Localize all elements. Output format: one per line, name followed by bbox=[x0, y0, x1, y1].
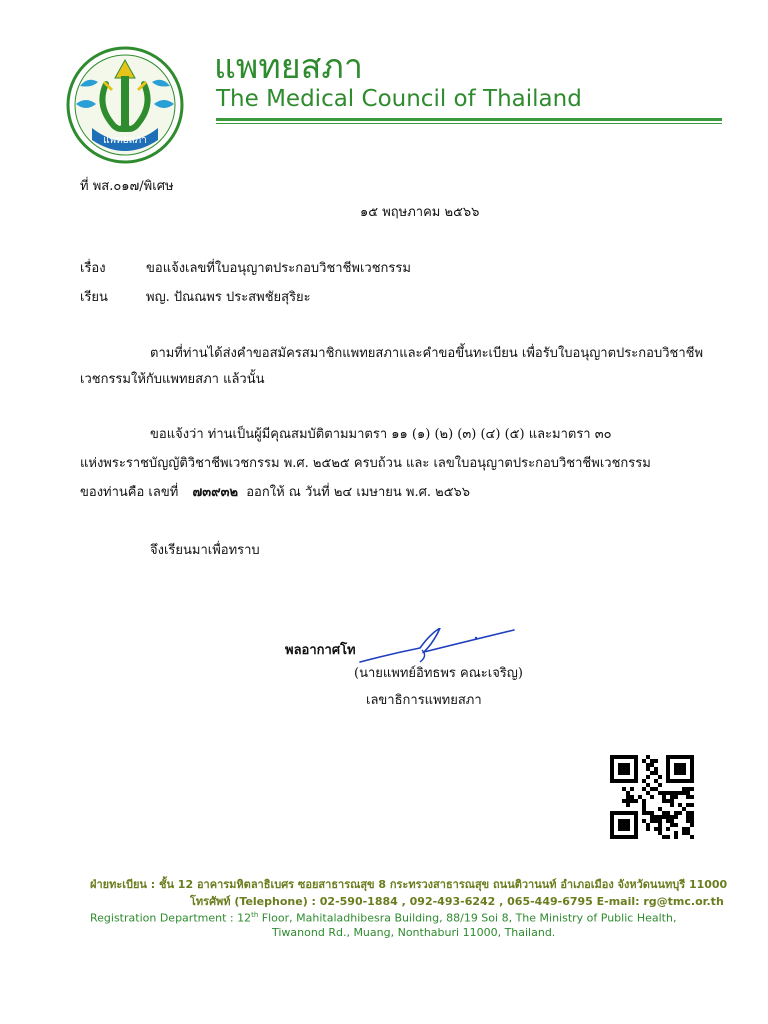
logo-ribbon-text: แพทยสภา bbox=[103, 135, 147, 146]
signer-position: เลขาธิการแพทยสภา bbox=[366, 693, 482, 708]
closing-line: จึงเรียนมาเพื่อทราบ bbox=[150, 543, 260, 558]
letter-date: ๑๕ พฤษภาคม ๒๕๖๖ bbox=[360, 205, 480, 220]
paragraph-2-line-2: แห่งพระราชบัญญัติวิชาชีพเวชกรรม พ.ศ. ๒๕๒๕ ครบถ้วน และ เลขใบอนุญาตประกอบวิชาชีพเวชกรรม bbox=[80, 456, 651, 471]
paragraph-2-line-1: ขอแจ้งว่า ท่านเป็นผู้มีคุณสมบัติตามมาตรา ๑๑ (๑) (๒) (๓) (๔) (๕) และมาตรา ๓๐ bbox=[150, 427, 612, 442]
issue-date-text: ออกให้ ณ วันที่ ๒๔ เมษายน พ.ศ. ๒๕๖๖ bbox=[246, 485, 471, 500]
footer-address-english-2: Tiwanond Rd., Muang, Nonthaburi 11000, Thailand. bbox=[272, 926, 556, 939]
subject-label: เรื่อง bbox=[80, 261, 106, 276]
paragraph-2-line-3 bbox=[80, 486, 470, 499]
header-rule bbox=[216, 118, 722, 121]
medical-council-logo bbox=[66, 46, 184, 164]
signer-name: (นายแพทย์อิทธพร คณะเจริญ) bbox=[354, 666, 523, 681]
paragraph-1-line-2: เวชกรรมให้กับแพทยสภา แล้วนั้น bbox=[80, 372, 265, 387]
paragraph-1-line-1: ตามที่ท่านได้ส่งคำขอสมัครสมาชิกแพทยสภาและคำขอขึ้นทะเบียน เพื่อรับใบอนุญาตประกอบวิชาชีพ bbox=[150, 346, 704, 361]
footer-telephone: โทรศัพท์ (Telephone) : 02-590-1884 , 092-493-6242 , 065-449-6795 E-mail: rg@tmc.or.th bbox=[190, 895, 724, 908]
license-intro-text: ของท่านคือ เลขที่ bbox=[80, 485, 179, 500]
qr-code bbox=[610, 755, 694, 839]
signer-rank: พลอากาศโท bbox=[285, 643, 356, 658]
header-rule-thin bbox=[216, 123, 722, 124]
footer-address-english-1: Registration Department : 12th Floor, Mahitaladhibesra Building, 88/19 Soi 8, The Ministry of Public Health, bbox=[90, 911, 677, 925]
reference-number: ที่ พส.๐๑๗/พิเศษ bbox=[80, 179, 174, 194]
subject-text: ขอแจ้งเลขที่ใบอนุญาตประกอบวิชาชีพเวชกรรม bbox=[146, 261, 411, 276]
recipient-name: พญ. ปัณณพร ประสพชัยสุริยะ bbox=[146, 290, 311, 305]
license-number: ๗๓๙๓๒ bbox=[192, 485, 239, 500]
recipient-label: เรียน bbox=[80, 290, 108, 305]
footer-address-thai: ฝ่ายทะเบียน : ชั้น 12 อาคารมหิตลาธิเบศร ซอยสาธารณสุข 8 กระทรวงสาธารณสุข ถนนติวานนท์ อำเภอเมือง จังหวัดนนทบุรี 11000 bbox=[90, 878, 728, 891]
org-name-thai: แพทยสภา bbox=[214, 47, 363, 87]
org-name-english: The Medical Council of Thailand bbox=[216, 86, 582, 112]
